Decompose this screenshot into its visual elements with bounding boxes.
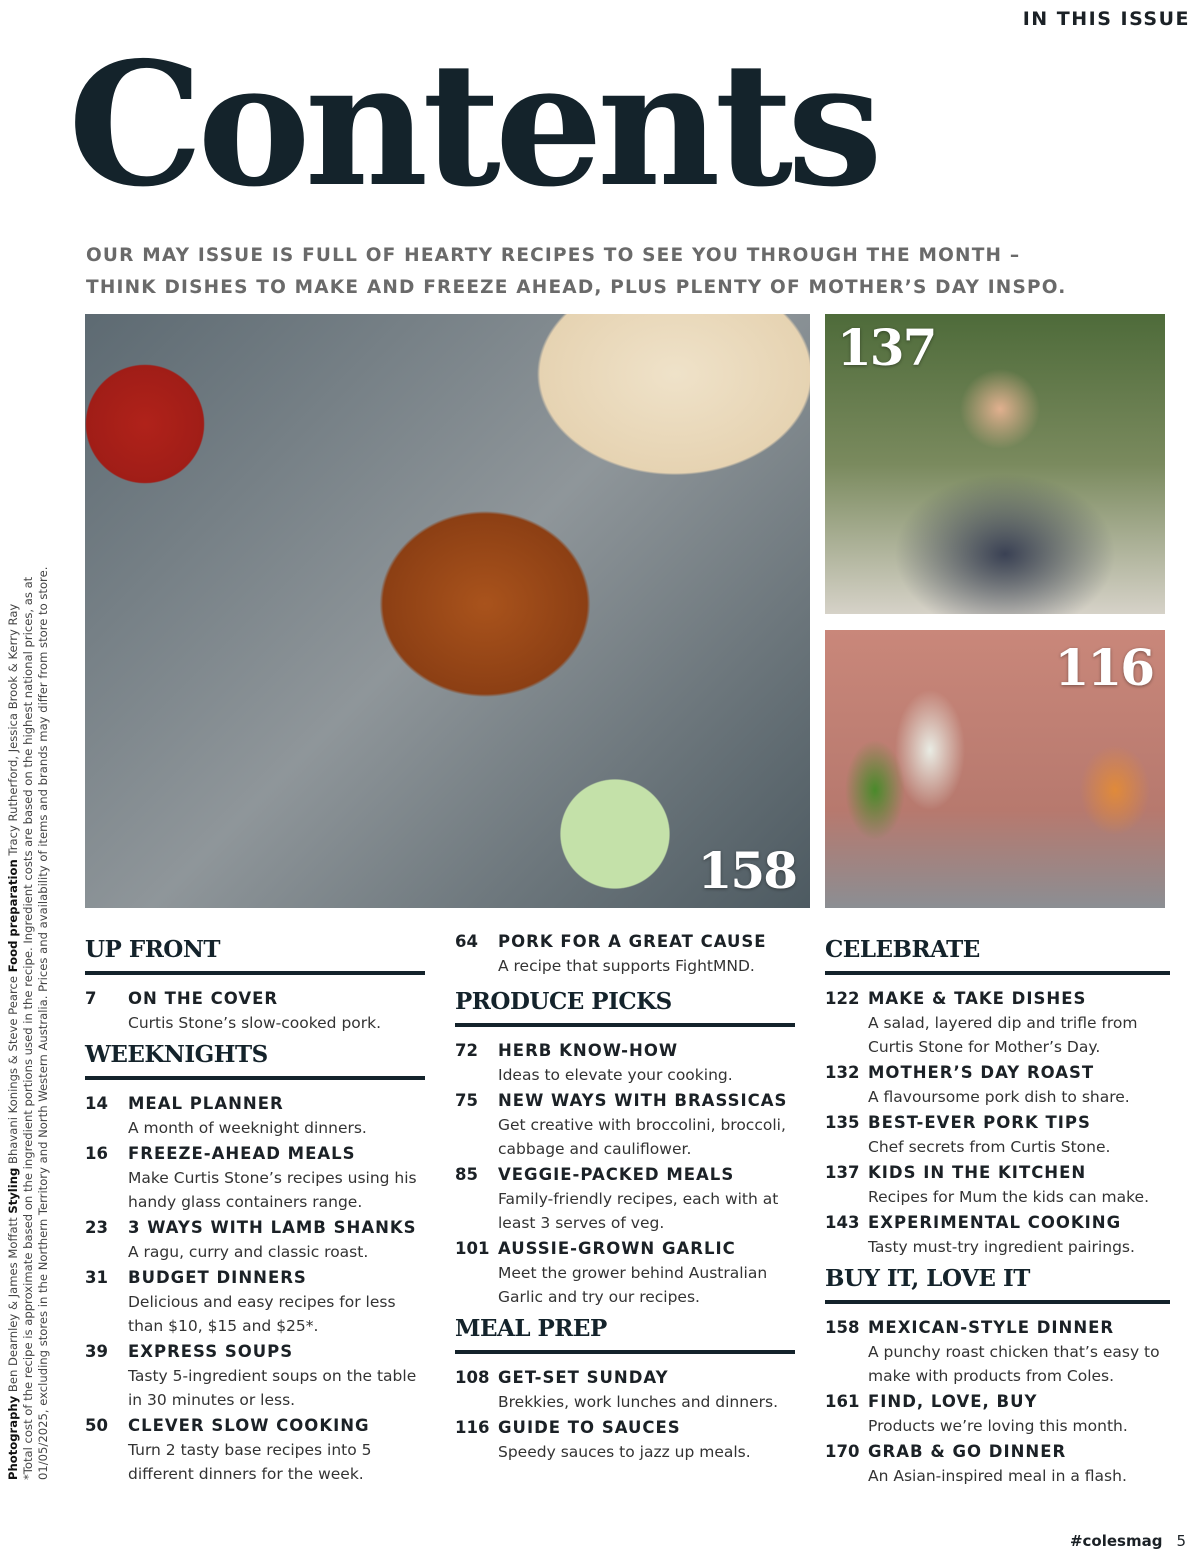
contents-item[interactable] bbox=[825, 1316, 1170, 1388]
credit-value: Tracy Rutherford, Jessica Brook & Kerry Ray bbox=[6, 603, 20, 856]
photo-sauces[interactable] bbox=[825, 630, 1165, 908]
section-heading: WEEKNIGHTS bbox=[85, 1041, 425, 1080]
page-title: Contents bbox=[68, 25, 877, 225]
item-page-number: 7 bbox=[85, 989, 97, 1008]
item-description: Make Curtis Stone’s recipes using his handy glass containers range. bbox=[128, 1169, 417, 1211]
contents-item[interactable] bbox=[455, 930, 795, 978]
item-page-number: 16 bbox=[85, 1144, 108, 1163]
item-page-number: 161 bbox=[825, 1392, 860, 1411]
contents-item[interactable] bbox=[85, 1092, 425, 1140]
item-title: AUSSIE-GROWN GARLIC bbox=[498, 1239, 736, 1258]
item-page-number: 39 bbox=[85, 1342, 108, 1361]
photo-roast-chicken[interactable] bbox=[85, 314, 810, 908]
item-body bbox=[498, 1416, 751, 1464]
item-description: Recipes for Mum the kids can make. bbox=[868, 1188, 1150, 1206]
item-page-number: 101 bbox=[455, 1239, 490, 1258]
photo-credits bbox=[6, 460, 51, 1480]
item-body bbox=[498, 1366, 778, 1414]
item-description: A flavoursome pork dish to share. bbox=[868, 1088, 1130, 1106]
item-description: A month of weeknight dinners. bbox=[128, 1119, 367, 1137]
item-description: Turn 2 tasty base recipes into 5 different dinners for the week. bbox=[128, 1441, 372, 1483]
item-title: EXPRESS SOUPS bbox=[128, 1342, 294, 1361]
contents-item[interactable] bbox=[825, 1111, 1170, 1159]
item-body bbox=[498, 1237, 795, 1309]
contents-item[interactable] bbox=[455, 1366, 795, 1414]
item-body bbox=[498, 930, 767, 978]
credit-label: Styling bbox=[6, 1167, 20, 1214]
item-description: Tasty 5-ingredient soups on the table in 30 minutes or less. bbox=[128, 1367, 417, 1409]
section-heading: CELEBRATE bbox=[825, 936, 1170, 975]
contents-item[interactable] bbox=[85, 1216, 425, 1264]
item-body bbox=[128, 1142, 425, 1214]
item-title: MEAL PLANNER bbox=[128, 1094, 284, 1113]
item-description: An Asian-inspired meal in a flash. bbox=[868, 1467, 1127, 1485]
item-body bbox=[498, 1163, 795, 1235]
item-page-number: 122 bbox=[825, 989, 860, 1008]
page-number: 5 bbox=[1176, 1532, 1186, 1550]
contents-item[interactable] bbox=[455, 1089, 795, 1161]
item-description: Get creative with broccolini, broccoli, cabbage and cauliflower. bbox=[498, 1116, 786, 1158]
contents-column bbox=[455, 930, 795, 1466]
footer bbox=[1070, 1532, 1186, 1550]
item-page-number: 85 bbox=[455, 1165, 478, 1184]
intro-line: THINK DISHES TO MAKE AND FREEZE AHEAD, PLUS PLENTY OF MOTHER’S DAY INSPO. bbox=[86, 277, 1067, 298]
credit-label: Photography bbox=[6, 1395, 20, 1480]
contents-item[interactable] bbox=[825, 1440, 1170, 1488]
item-title: FIND, LOVE, BUY bbox=[868, 1392, 1038, 1411]
item-body bbox=[128, 1340, 425, 1412]
item-page-number: 116 bbox=[455, 1418, 490, 1437]
photo-page-number: 158 bbox=[697, 841, 796, 900]
item-title: HERB KNOW-HOW bbox=[498, 1041, 679, 1060]
item-page-number: 31 bbox=[85, 1268, 108, 1287]
item-title: NEW WAYS WITH BRASSICAS bbox=[498, 1091, 788, 1110]
item-body bbox=[868, 1161, 1149, 1209]
item-title: BUDGET DINNERS bbox=[128, 1268, 307, 1287]
item-body bbox=[868, 1390, 1128, 1438]
item-title: MAKE & TAKE DISHES bbox=[868, 989, 1087, 1008]
price-disclaimer: *Total cost of the recipe is approximate based on the ingredient portions used in the recipe. Ingredient costs are based on the highest national prices, as at bbox=[21, 576, 35, 1480]
item-body bbox=[868, 1111, 1110, 1159]
item-body bbox=[498, 1089, 795, 1161]
item-description: Family-friendly recipes, each with at least 3 serves of veg. bbox=[498, 1190, 779, 1232]
item-description: Tasty must-try ingredient pairings. bbox=[868, 1238, 1135, 1256]
contents-item[interactable] bbox=[85, 1414, 425, 1486]
contents-item[interactable] bbox=[85, 1142, 425, 1214]
item-page-number: 137 bbox=[825, 1163, 860, 1182]
item-description: Curtis Stone’s slow-cooked pork. bbox=[128, 1014, 382, 1032]
item-body bbox=[868, 987, 1170, 1059]
item-description: A punchy roast chicken that’s easy to make with products from Coles. bbox=[868, 1343, 1160, 1385]
item-body bbox=[868, 1061, 1130, 1109]
item-description: Chef secrets from Curtis Stone. bbox=[868, 1138, 1111, 1156]
section-heading: UP FRONT bbox=[85, 936, 425, 975]
item-body bbox=[128, 1266, 425, 1338]
item-body bbox=[868, 1316, 1170, 1388]
item-page-number: 135 bbox=[825, 1113, 860, 1132]
contents-column bbox=[825, 930, 1170, 1490]
item-description: A salad, layered dip and trifle from Curtis Stone for Mother’s Day. bbox=[868, 1014, 1138, 1056]
item-description: Products we’re loving this month. bbox=[868, 1417, 1128, 1435]
contents-item[interactable] bbox=[455, 1163, 795, 1235]
item-title: 3 WAYS WITH LAMB SHANKS bbox=[128, 1218, 417, 1237]
item-body bbox=[498, 1039, 733, 1087]
contents-item[interactable] bbox=[825, 1390, 1170, 1438]
contents-item[interactable] bbox=[825, 1061, 1170, 1109]
item-title: MEXICAN-STYLE DINNER bbox=[868, 1318, 1115, 1337]
item-body bbox=[128, 1092, 367, 1140]
contents-item[interactable] bbox=[825, 1211, 1170, 1259]
contents-item[interactable] bbox=[85, 987, 425, 1035]
hashtag: #colesmag bbox=[1069, 1532, 1163, 1550]
contents-item[interactable] bbox=[455, 1416, 795, 1464]
item-body bbox=[128, 987, 381, 1035]
contents-item[interactable] bbox=[85, 1266, 425, 1338]
price-disclaimer: 01/05/2025, excluding stores in the Northern Territory and North Western Australia. Prices and availability of items and brands may differ from store to store. bbox=[36, 566, 50, 1480]
item-title: BEST-EVER PORK TIPS bbox=[868, 1113, 1091, 1132]
contents-item[interactable] bbox=[455, 1237, 795, 1309]
item-description: Brekkies, work lunches and dinners. bbox=[498, 1393, 778, 1411]
item-page-number: 72 bbox=[455, 1041, 478, 1060]
item-body bbox=[128, 1216, 417, 1264]
contents-item[interactable] bbox=[85, 1340, 425, 1412]
credit-label: Food preparation bbox=[6, 859, 20, 973]
photo-page-number: 116 bbox=[1054, 638, 1153, 697]
item-page-number: 143 bbox=[825, 1213, 860, 1232]
item-page-number: 132 bbox=[825, 1063, 860, 1082]
contents-item[interactable] bbox=[825, 987, 1170, 1059]
photo-page-number: 137 bbox=[837, 318, 936, 377]
credit-value: Bhavani Konings & Steve Pearce bbox=[6, 975, 20, 1165]
item-title: GRAB & GO DINNER bbox=[868, 1442, 1067, 1461]
section-heading: BUY IT, LOVE IT bbox=[825, 1265, 1170, 1304]
item-description: Speedy sauces to jazz up meals. bbox=[498, 1443, 751, 1461]
intro-line: OUR MAY ISSUE IS FULL OF HEARTY RECIPES TO SEE YOU THROUGH THE MONTH – bbox=[86, 245, 1021, 266]
section-heading: MEAL PREP bbox=[455, 1315, 795, 1354]
item-page-number: 14 bbox=[85, 1094, 108, 1113]
item-title: GUIDE TO SAUCES bbox=[498, 1418, 681, 1437]
intro-text bbox=[86, 240, 1186, 304]
credit-value: Ben Dearnley & James Moffatt bbox=[6, 1217, 20, 1393]
item-page-number: 64 bbox=[455, 932, 478, 951]
section-kicker: IN THIS ISSUE bbox=[1022, 8, 1190, 30]
item-title: FREEZE-AHEAD MEALS bbox=[128, 1144, 356, 1163]
item-body bbox=[868, 1440, 1127, 1488]
contents-column bbox=[85, 930, 425, 1488]
item-title: VEGGIE-PACKED MEALS bbox=[498, 1165, 735, 1184]
item-title: MOTHER’S DAY ROAST bbox=[868, 1063, 1095, 1082]
item-page-number: 170 bbox=[825, 1442, 860, 1461]
item-page-number: 23 bbox=[85, 1218, 108, 1237]
item-title: EXPERIMENTAL COOKING bbox=[868, 1213, 1122, 1232]
item-page-number: 75 bbox=[455, 1091, 478, 1110]
contents-item[interactable] bbox=[825, 1161, 1170, 1209]
item-description: Meet the grower behind Australian Garlic and try our recipes. bbox=[498, 1264, 768, 1306]
item-page-number: 108 bbox=[455, 1368, 490, 1387]
item-title: ON THE COVER bbox=[128, 989, 279, 1008]
item-page-number: 158 bbox=[825, 1318, 860, 1337]
item-description: Ideas to elevate your cooking. bbox=[498, 1066, 733, 1084]
item-title: PORK FOR A GREAT CAUSE bbox=[498, 932, 767, 951]
item-title: CLEVER SLOW COOKING bbox=[128, 1416, 370, 1435]
item-page-number: 50 bbox=[85, 1416, 108, 1435]
item-body bbox=[128, 1414, 425, 1486]
item-description: Delicious and easy recipes for less than $10, $15 and $25*. bbox=[128, 1293, 396, 1335]
item-title: KIDS IN THE KITCHEN bbox=[868, 1163, 1087, 1182]
photo-family[interactable] bbox=[825, 314, 1165, 614]
item-description: A ragu, curry and classic roast. bbox=[128, 1243, 369, 1261]
item-description: A recipe that supports FightMND. bbox=[498, 957, 755, 975]
contents-item[interactable] bbox=[455, 1039, 795, 1087]
item-title: GET-SET SUNDAY bbox=[498, 1368, 669, 1387]
item-body bbox=[868, 1211, 1135, 1259]
section-heading: PRODUCE PICKS bbox=[455, 988, 795, 1027]
